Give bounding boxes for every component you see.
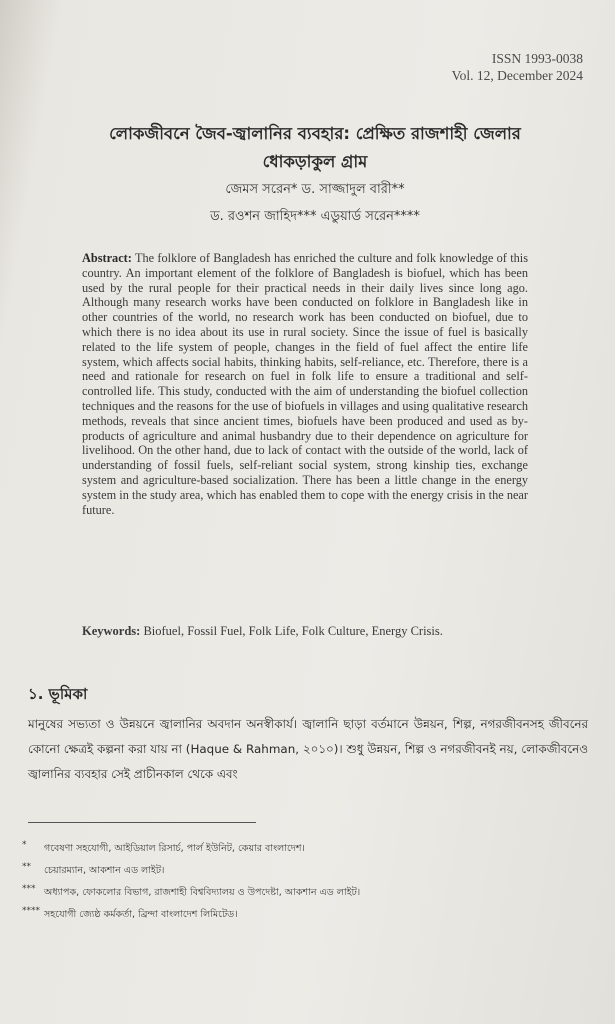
abstract-label: Abstract:: [82, 251, 132, 265]
footnote: [22, 882, 582, 904]
footnote: [22, 904, 582, 926]
abstract-text: The folklore of Bangladesh has enriched the culture and folk knowledge of this country. An important element of the folklore of Bangladesh is biofuel, which has been used by the rural people for their practical needs in their daily lives since long ago. Although many research works have been conducted on folklore in Bangladesh like in other countries of the world, no research work has been conducted on biofuel, due to which there is no idea about its use in rural society. Since the issue of fuel is basically related to the life system of people, changes in the field of fuel affect the entire life system, which affects social habits, thinking habits, self-reliance, etc. Therefore, there is a need and rationale for research on fuel in folk life to ensure a traditional and self-controlled life. This study, conducted with the aim of understanding the biofuel collection techniques and the reasons for the use of biofuels in villages and using qualitative research methods, reveals that since ancient times, biofuels have been produced and used as by-products of agriculture and animal husbandry due to their dependence on agriculture for livelihood. On the other hand, due to lack of contact with the outside of the world, lack of understanding of fossil fuels, self-reliant social system, strong kinship ties, exchange system and agriculture-based socialization. There has been a little change in the energy system in the study area, which has enabled them to cope with the energy crisis in the near future.: [82, 251, 528, 517]
footnote-mark: *: [22, 840, 27, 850]
footnote-text: গবেষণা সহযোগী, আইডিয়াল রিসার্চ, পার্ল ইউনিট, কেয়ার বাংলাদেশ।: [44, 843, 305, 854]
footnote-mark: ****: [22, 906, 40, 916]
footnote: [22, 838, 582, 860]
article-title: [40, 120, 590, 176]
section-heading: ১. ভূমিকা: [28, 685, 88, 703]
footnote-mark: **: [22, 862, 31, 872]
keywords: [82, 624, 542, 639]
title-line-2: ধোকড়াকুল গ্রাম: [262, 152, 368, 171]
footnote-text: চেয়ারম্যান, আকশান এড লাইট।: [44, 865, 165, 876]
keywords-label: Keywords:: [82, 624, 141, 638]
footnote-text: অধ্যাপক, ফোকলোর বিভাগ, রাজশাহী বিশ্ববিদ্যালয় ও উপদেষ্টা, আকশান এড লাইট।: [44, 887, 361, 898]
section-body-text: মানুষের সভ্যতা ও উন্নয়নে জ্বালানির অবদান অনস্বীকার্য। জ্বালানি ছাড়া বর্তমানে উন্নয়ন, শিল্প, নগরজীবনসহ জীবনের কোনো ক্ষেত্রই কল্পনা করা যায় না (Haque & Rahman, ২০১০)। শুধু উন্নয়ন, শিল্প ও নগরজীবনই নয়, লোকজীবনেও জ্বালানির ব্যবহার সেই প্রাচীনকাল থেকে এবং: [28, 717, 588, 781]
keywords-text: Biofuel, Fossil Fuel, Folk Life, Folk Culture, Energy Crisis.: [143, 624, 443, 638]
footnote-text: সহযোগী জ্যেষ্ঠ কর্মকর্তা, ব্রিন্দা বাংলাদেশ লিমিটেড।: [44, 909, 238, 920]
issn: ISSN 1993-0038: [491, 51, 583, 66]
footnotes: [22, 838, 582, 926]
authors-line-2: ড. রওশন জাহিদ*** এডুয়ার্ড সরেন****: [210, 209, 420, 224]
authors-line-1: জেমস সরেন* ড. সাজ্জাদুল বারী**: [225, 182, 405, 197]
footnote: [22, 860, 582, 882]
title-line-1: লোকজীবনে জৈব-জ্বালানির ব্যবহার: প্রেক্ষিত রাজশাহী জেলার: [109, 124, 521, 143]
journal-issn-block: [452, 50, 583, 84]
abstract: [82, 251, 528, 517]
footnote-mark: ***: [22, 884, 36, 894]
author-list: [40, 176, 590, 230]
footnote-divider: [28, 822, 256, 823]
volume-date: Vol. 12, December 2024: [451, 68, 583, 83]
